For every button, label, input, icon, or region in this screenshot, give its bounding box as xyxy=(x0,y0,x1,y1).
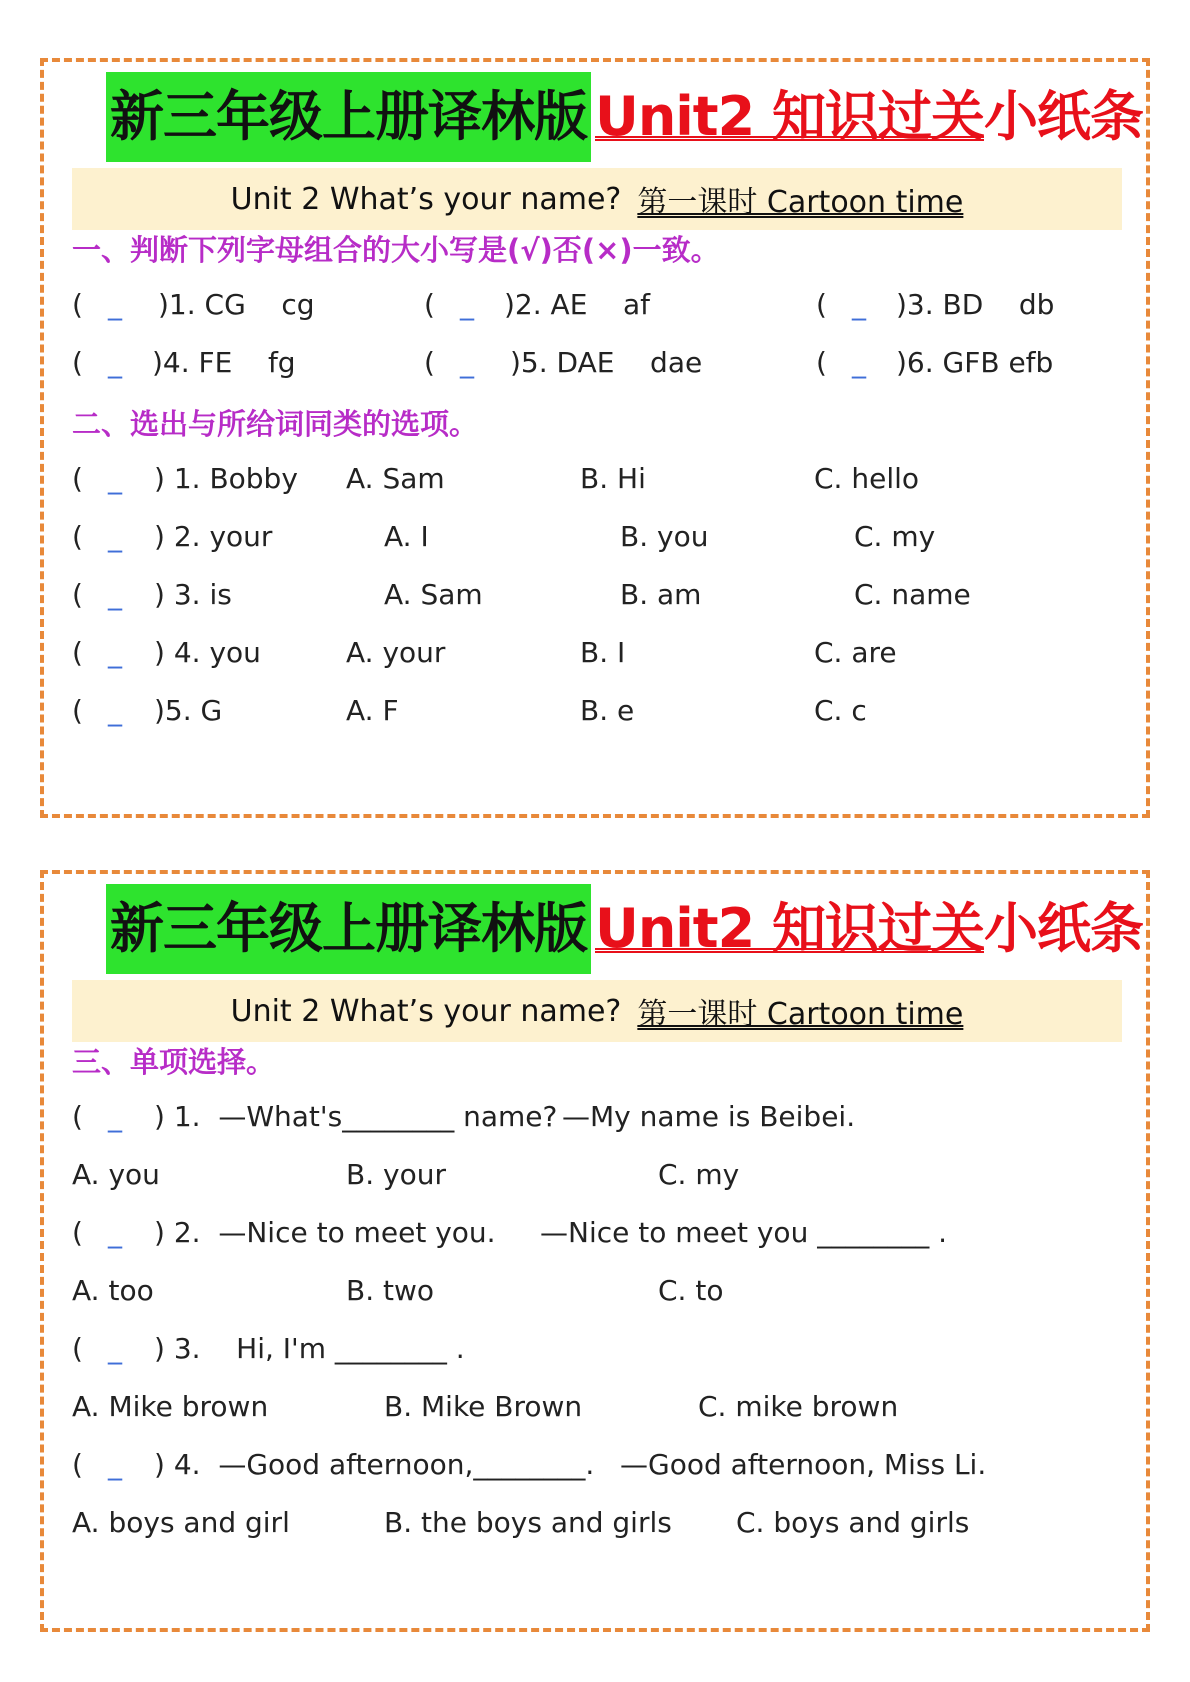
paren-open: ( xyxy=(424,288,435,321)
paren-open: ( xyxy=(72,694,83,727)
title-unit-rest: 小纸条 xyxy=(984,85,1143,148)
option-b: B. Mike Brown xyxy=(384,1390,583,1423)
judge-item: )5. DAE dae xyxy=(510,346,703,379)
answer-blank[interactable]: _ xyxy=(108,288,122,321)
choice-row xyxy=(72,462,1122,502)
answer-blank[interactable]: _ xyxy=(108,462,122,495)
answer-blank[interactable]: _ xyxy=(108,578,122,611)
option-b: B. e xyxy=(580,694,635,727)
option-b: B. your xyxy=(346,1158,446,1191)
choice-row xyxy=(72,520,1122,560)
worksheet-card-2 xyxy=(40,870,1150,1632)
section-heading-3: 三、单项选择。 xyxy=(72,1045,276,1079)
mcq-options-row xyxy=(72,1506,1122,1546)
lesson-name: 第一课时 Cartoon time xyxy=(637,997,964,1032)
option-c: C. boys and girls xyxy=(736,1506,970,1539)
option-b: B. am xyxy=(620,578,702,611)
unit-question: Unit 2 What’s your name? xyxy=(230,993,622,1029)
question-text: ) 1. —What's________ name? xyxy=(154,1100,558,1133)
judge-row xyxy=(72,346,1122,386)
question-text: ) 2. —Nice to meet you. xyxy=(154,1216,496,1249)
option-b: B. Hi xyxy=(580,462,646,495)
option-b: B. two xyxy=(346,1274,435,1307)
judge-item: )1. CG cg xyxy=(158,288,315,321)
title-unit-rest: 小纸条 xyxy=(984,897,1143,960)
lesson-banner xyxy=(72,980,1122,1042)
paren-open: ( xyxy=(72,462,83,495)
option-a: A. F xyxy=(346,694,399,727)
option-c: C. are xyxy=(814,636,897,669)
answer-blank[interactable]: _ xyxy=(108,1332,122,1365)
answer-blank[interactable]: _ xyxy=(108,346,122,379)
mcq-question-row xyxy=(72,1332,1122,1372)
paren-open: ( xyxy=(72,636,83,669)
option-c: C. my xyxy=(854,520,936,553)
judge-item: )2. AE af xyxy=(504,288,651,321)
question-text: ) 3. Hi, I'm ________ . xyxy=(154,1332,465,1365)
mcq-options-row xyxy=(72,1390,1122,1430)
answer-blank[interactable]: _ xyxy=(460,346,474,379)
mcq-question-row xyxy=(72,1100,1122,1140)
choice-row xyxy=(72,694,1122,734)
option-c: C. hello xyxy=(814,462,920,495)
mcq-question-row xyxy=(72,1448,1122,1488)
option-a: A. boys and girl xyxy=(72,1506,290,1539)
reply-text: —My name is Beibei. xyxy=(562,1100,856,1133)
option-b: B. you xyxy=(620,520,709,553)
judge-row xyxy=(72,288,1122,328)
option-c: C. my xyxy=(658,1158,740,1191)
question-word: ) 3. is xyxy=(154,578,232,611)
question-word: ) 4. you xyxy=(154,636,261,669)
answer-blank[interactable]: _ xyxy=(108,520,122,553)
question-word: ) 1. Bobby xyxy=(154,462,298,495)
worksheet-card-1 xyxy=(40,58,1150,818)
answer-blank[interactable]: _ xyxy=(108,1448,122,1481)
paren-open: ( xyxy=(816,346,827,379)
answer-blank[interactable]: _ xyxy=(108,1100,122,1133)
card-title xyxy=(106,72,1143,162)
answer-blank[interactable]: _ xyxy=(108,694,122,727)
answer-blank[interactable]: _ xyxy=(852,346,866,379)
judge-item: )3. BD db xyxy=(896,288,1055,321)
title-highlight: 新三年级上册译林版 xyxy=(106,884,591,974)
paren-open: ( xyxy=(72,346,83,379)
option-a: A. your xyxy=(346,636,446,669)
option-c: C. name xyxy=(854,578,971,611)
option-c: C. to xyxy=(658,1274,724,1307)
choice-row xyxy=(72,578,1122,618)
reply-text: —Good afternoon, Miss Li. xyxy=(620,1448,987,1481)
paren-open: ( xyxy=(72,578,83,611)
option-a: A. you xyxy=(72,1158,160,1191)
title-unit xyxy=(591,884,1143,974)
paren-open: ( xyxy=(72,1100,83,1133)
paren-open: ( xyxy=(72,1448,83,1481)
section-heading-1: 一、判断下列字母组合的大小写是(√)否(×)一致。 xyxy=(72,233,720,267)
card-title xyxy=(106,884,1143,974)
choice-row xyxy=(72,636,1122,676)
title-unit-underlined: Unit2 知识过关 xyxy=(595,897,984,960)
option-b: B. the boys and girls xyxy=(384,1506,672,1539)
paren-open: ( xyxy=(72,288,83,321)
option-a: A. I xyxy=(384,520,429,553)
title-unit xyxy=(591,72,1143,162)
answer-blank[interactable]: _ xyxy=(108,636,122,669)
judge-item: )6. GFB efb xyxy=(896,346,1054,379)
option-c: C. mike brown xyxy=(698,1390,899,1423)
mcq-options-row xyxy=(72,1158,1122,1198)
option-a: A. Sam xyxy=(346,462,445,495)
mcq-options-row xyxy=(72,1274,1122,1314)
question-word: ) 2. your xyxy=(154,520,273,553)
reply-text: —Nice to meet you ________ . xyxy=(540,1216,948,1249)
answer-blank[interactable]: _ xyxy=(108,1216,122,1249)
section-heading-2: 二、选出与所给词同类的选项。 xyxy=(72,407,479,441)
option-a: A. Mike brown xyxy=(72,1390,269,1423)
answer-blank[interactable]: _ xyxy=(460,288,474,321)
mcq-question-row xyxy=(72,1216,1122,1256)
lesson-name: 第一课时 Cartoon time xyxy=(637,185,964,220)
option-a: A. too xyxy=(72,1274,154,1307)
paren-open: ( xyxy=(816,288,827,321)
question-text: ) 4. —Good afternoon,________. xyxy=(154,1448,595,1481)
option-a: A. Sam xyxy=(384,578,483,611)
paren-open: ( xyxy=(72,1332,83,1365)
paren-open: ( xyxy=(72,520,83,553)
paren-open: ( xyxy=(72,1216,83,1249)
answer-blank[interactable]: _ xyxy=(852,288,866,321)
judge-item: )4. FE fg xyxy=(152,346,296,379)
lesson-banner xyxy=(72,168,1122,230)
option-c: C. c xyxy=(814,694,867,727)
option-b: B. I xyxy=(580,636,626,669)
paren-open: ( xyxy=(424,346,435,379)
title-highlight: 新三年级上册译林版 xyxy=(106,72,591,162)
unit-question: Unit 2 What’s your name? xyxy=(230,181,622,217)
title-unit-underlined: Unit2 知识过关 xyxy=(595,85,984,148)
question-word: )5. G xyxy=(154,694,223,727)
